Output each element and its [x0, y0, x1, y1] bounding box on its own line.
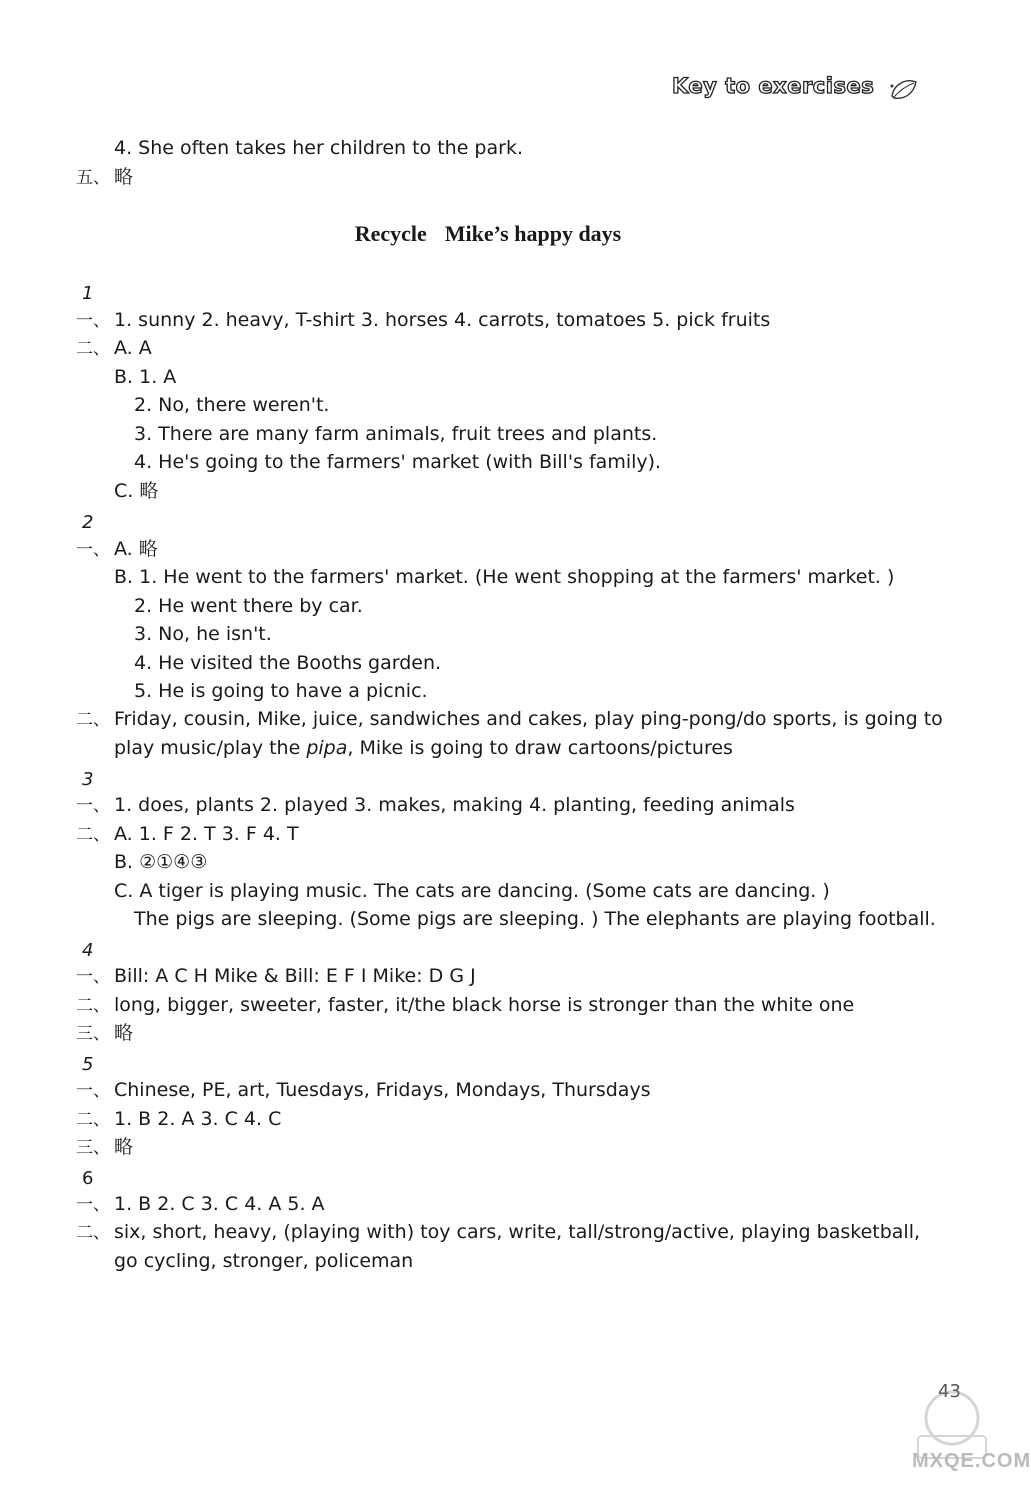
- section-marker: 一、: [76, 967, 110, 987]
- answer-line: 4. He's going to the farmers' market (with Bill's family).: [134, 451, 662, 473]
- answer-line: [76, 540, 158, 559]
- section-marker: 五、: [76, 168, 110, 188]
- answer-line: 2. He went there by car.: [134, 595, 363, 617]
- answer-line: [76, 996, 854, 1015]
- answer-text: six, short, heavy, (playing with) toy cars, write, tall/strong/active, playing basketball,: [114, 1221, 921, 1243]
- section-number: 4: [82, 940, 94, 961]
- answer-text: 1. B 2. A 3. C 4. C: [114, 1108, 282, 1130]
- answer-text: 1. B 2. C 3. C 4. A 5. A: [114, 1193, 325, 1215]
- answer-line: 4. She often takes her children to the park.: [114, 137, 523, 159]
- answer-line: [76, 311, 770, 330]
- section-marker: 二、: [76, 996, 110, 1016]
- watermark-text: MXQE.COM: [912, 1450, 1031, 1472]
- section-marker: 一、: [76, 311, 110, 331]
- section-title: [0, 223, 976, 245]
- running-header: Key to exercises: [672, 74, 875, 98]
- answer-line: [76, 967, 476, 986]
- answer-line: [76, 710, 943, 729]
- answer-line: [76, 796, 795, 815]
- section-marker: 一、: [76, 540, 110, 560]
- answer-line: B. 1. He went to the farmers' market. (He went shopping at the farmers' market. ): [114, 566, 895, 588]
- section-marker: 一、: [76, 796, 110, 816]
- answer-text: A. 略: [114, 538, 158, 560]
- title-part: Recycle: [354, 221, 427, 246]
- answer-line: 4. He visited the Booths garden.: [134, 652, 442, 674]
- section-number: 5: [82, 1054, 94, 1075]
- answer-line: [76, 1138, 133, 1157]
- answer-text: Friday, cousin, Mike, juice, sandwiches and cakes, play ping-pong/do sports, is going to: [114, 708, 943, 730]
- answer-line: B. 1. A: [114, 366, 177, 388]
- answer-text: 1. does, plants 2. played 3. makes, making 4. planting, feeding animals: [114, 794, 795, 816]
- answer-line: [76, 1024, 133, 1043]
- section-number: 6: [82, 1168, 94, 1189]
- page-number: 43: [938, 1381, 961, 1402]
- answer-line: [76, 1195, 325, 1214]
- title-part: Mike’s happy days: [444, 221, 622, 246]
- answer-line: C. A tiger is playing music. The cats are dancing. (Some cats are dancing. ): [114, 880, 830, 902]
- answer-line: [76, 825, 299, 844]
- section-marker: 二、: [76, 825, 110, 845]
- section-marker: 一、: [76, 1195, 110, 1215]
- answer-line: The pigs are sleeping. (Some pigs are sleeping. ) The elephants are playing football.: [134, 908, 936, 930]
- answer-text: A. A: [114, 337, 152, 359]
- section-marker: 二、: [76, 710, 110, 730]
- section-marker: 一、: [76, 1081, 110, 1101]
- section-number: 2: [82, 512, 94, 533]
- answer-text: A. 1. F 2. T 3. F 4. T: [114, 823, 299, 845]
- answer-line: play music/play the pipa, Mike is going to draw cartoons/pictures: [114, 737, 733, 759]
- section-number: 1: [82, 283, 94, 304]
- answer-text: 略: [114, 166, 134, 188]
- answer-text: 略: [114, 1136, 134, 1158]
- answer-line: [76, 1110, 281, 1129]
- answer-line: B. ②①④③: [114, 851, 208, 873]
- section-marker: 二、: [76, 339, 110, 359]
- answer-text: Chinese, PE, art, Tuesdays, Fridays, Mondays, Thursdays: [114, 1079, 651, 1101]
- section-marker: 三、: [76, 1138, 110, 1158]
- section-number: 3: [82, 769, 94, 790]
- answer-line: 3. There are many farm animals, fruit trees and plants.: [134, 423, 658, 445]
- section-marker: 二、: [76, 1223, 110, 1243]
- answer-line: 2. No, there weren't.: [134, 394, 330, 416]
- answer-text: Bill: A C H Mike & Bill: E F I Mike: D G J: [114, 965, 476, 987]
- answer-line: 5. He is going to have a picnic.: [134, 680, 428, 702]
- answer-text: 略: [114, 1022, 134, 1044]
- answer-text: long, bigger, sweeter, faster, it/the black horse is stronger than the white one: [114, 994, 855, 1016]
- answer-line: go cycling, stronger, policeman: [114, 1250, 414, 1272]
- answer-line: [76, 1081, 651, 1100]
- answer-line: [76, 168, 133, 187]
- answer-line: [76, 339, 152, 358]
- section-marker: 三、: [76, 1024, 110, 1044]
- answer-text: 1. sunny 2. heavy, T-shirt 3. horses 4. carrots, tomatoes 5. pick fruits: [114, 309, 771, 331]
- decorative-leaf-icon: [888, 76, 920, 104]
- answer-line: 3. No, he isn't.: [134, 623, 272, 645]
- answer-line: [76, 1223, 920, 1242]
- answer-line: C. 略: [114, 480, 159, 502]
- section-marker: 二、: [76, 1110, 110, 1130]
